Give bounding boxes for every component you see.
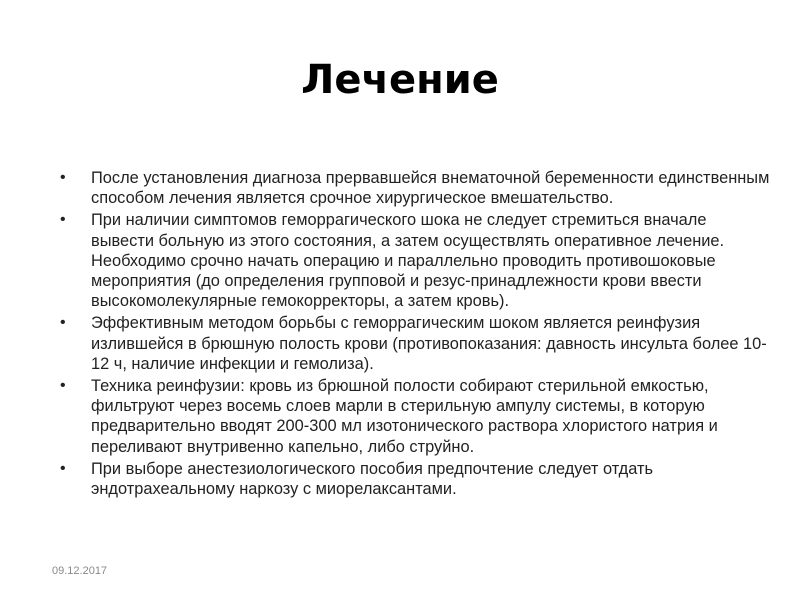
bullet-item (60, 459, 772, 499)
bullet-text: При наличии симптомов геморрагического шока не следует стремиться вначале вывести больную из этого состояния, а затем осуществлять оперативное лечение. Необходимо срочно начать операцию и параллельно проводить противошоковые мероприятия (до определения групповой и резус-принадлежности крови ввести высокомолекулярные гемокорректоры, а затем кровь). (91, 211, 725, 311)
slide-title: Лечение (301, 57, 499, 103)
bullet-icon: • (60, 211, 66, 229)
bullet-icon: • (60, 459, 66, 477)
bullet-text: Эффективным методом борьбы с геморрагическим шоком является реинфузия излившейся в брюшную полость крови (противопоказания: давность инсульта более 10-12 ч, наличие инфекции и гемолиза). (91, 314, 767, 373)
bullet-item (60, 168, 772, 208)
bullet-icon: • (60, 169, 66, 186)
slide-date: 09.12.2017 (52, 565, 108, 577)
bullet-icon: • (60, 314, 66, 332)
bullet-text: При выборе анестезиологического пособия предпочтение следует отдать эндотрахеальному наркозу с миорелаксантами. (91, 459, 654, 499)
bullet-icon: • (60, 377, 66, 395)
bullet-item (60, 313, 772, 374)
bullet-item (60, 376, 772, 457)
bullet-text: Техника реинфузии: кровь из брюшной полости собирают стерильной емкостью, фильтруют через восемь слоев марли в стерильную ампулу системы, в которую предварительно вводят 200-300 мл изотонического раствора хлористого натрия и переливают внутривенно капельно, либо струйно. (91, 377, 718, 456)
bullet-list (60, 168, 772, 501)
bullet-text: После установления диагноза прервавшейся внематочной беременности единственным способом лечения является срочное хирургическое вмешательство. (91, 169, 770, 208)
bullet-item (60, 210, 772, 311)
